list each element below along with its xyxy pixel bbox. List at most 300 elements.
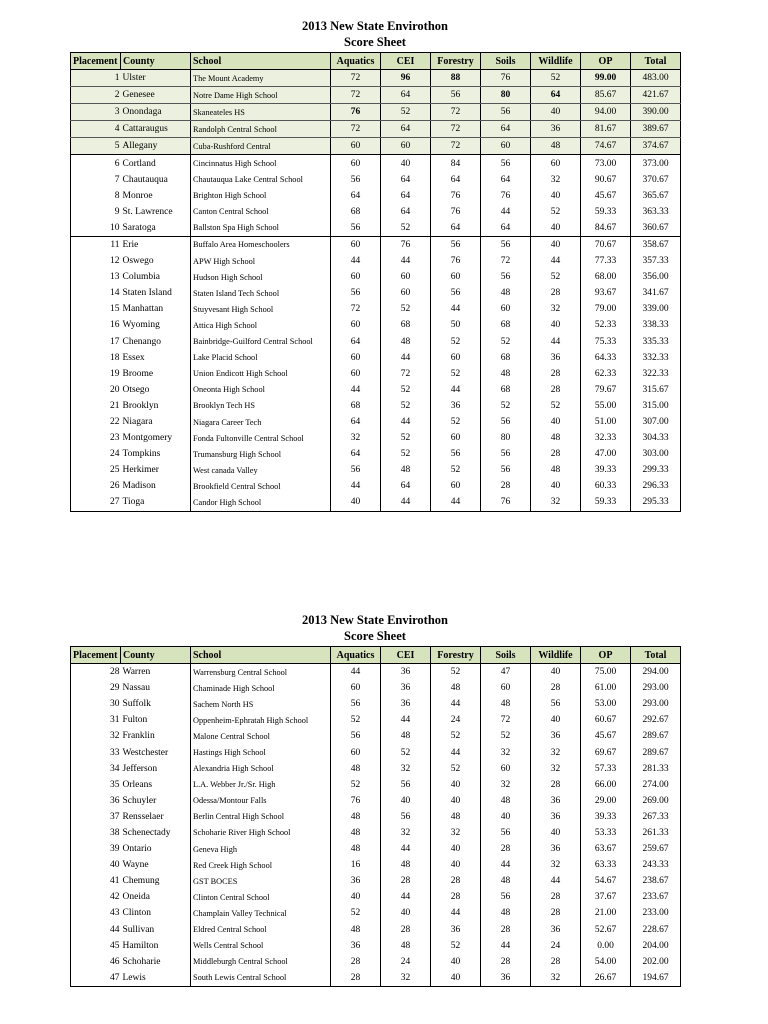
cell-forestry: 44 [431,382,481,398]
cell-placement: 46 [71,954,121,970]
cell-total: 357.33 [631,253,681,269]
cell-county: Suffolk [121,696,191,712]
cell-school: Skaneateles HS [191,104,331,121]
cell-total: 243.33 [631,857,681,873]
cell-county: Allegany [121,138,191,155]
cell-forestry: 64 [431,172,481,188]
table-body [71,70,681,512]
cell-total: 295.33 [631,494,681,511]
cell-placement: 37 [71,809,121,825]
cell-forestry: 44 [431,744,481,760]
cell-aquatics: 44 [331,664,381,681]
cell-placement: 40 [71,857,121,873]
cell-cei: 44 [381,350,431,366]
table-row [71,462,681,478]
cell-op: 93.67 [581,285,631,301]
cell-wildlife: 32 [531,761,581,777]
table-row [71,155,681,172]
cell-cei: 96 [381,70,431,87]
cell-forestry: 60 [431,269,481,285]
cell-school: Oppenheim-Ephratah High School [191,712,331,728]
cell-forestry: 56 [431,87,481,104]
cell-aquatics: 60 [331,350,381,366]
cell-school: Brookfield Central School [191,478,331,494]
cell-school: GST BOCES [191,873,331,889]
cell-total: 335.33 [631,334,681,350]
cell-soils: 56 [481,462,531,478]
cell-aquatics: 28 [331,970,381,987]
cell-placement: 38 [71,825,121,841]
column-header-cei: CEI [381,647,431,664]
cell-school: Chaminade High School [191,680,331,696]
cell-soils: 76 [481,494,531,511]
table-row [71,285,681,301]
cell-cei: 36 [381,680,431,696]
cell-cei: 64 [381,87,431,104]
cell-school: Hudson High School [191,269,331,285]
cell-wildlife: 32 [531,494,581,511]
cell-county: Madison [121,478,191,494]
cell-aquatics: 40 [331,494,381,511]
cell-forestry: 32 [431,825,481,841]
cell-total: 374.67 [631,138,681,155]
table-row [71,317,681,333]
table-row [71,728,681,744]
cell-school: Alexandria High School [191,761,331,777]
cell-wildlife: 36 [531,922,581,938]
cell-placement: 33 [71,744,121,760]
cell-forestry: 56 [431,236,481,253]
cell-total: 339.00 [631,301,681,317]
cell-school: Chautauqua Lake Central School [191,172,331,188]
cell-op: 37.67 [581,889,631,905]
cell-op: 59.33 [581,494,631,511]
cell-wildlife: 36 [531,121,581,138]
cell-county: Niagara [121,414,191,430]
cell-school: Champlain Valley Technical [191,905,331,921]
cell-total: 293.00 [631,696,681,712]
table-row [71,382,681,398]
column-header-wildlife: Wildlife [531,53,581,70]
cell-soils: 52 [481,398,531,414]
cell-county: Franklin [121,728,191,744]
cell-school: Lake Placid School [191,350,331,366]
cell-cei: 44 [381,414,431,430]
cell-total: 373.00 [631,155,681,172]
column-header-cei: CEI [381,53,431,70]
cell-placement: 13 [71,269,121,285]
cell-wildlife: 28 [531,366,581,382]
cell-county: Lewis [121,970,191,987]
cell-wildlife: 40 [531,712,581,728]
cell-cei: 32 [381,970,431,987]
cell-cei: 72 [381,366,431,382]
score-sheet-2 [70,612,680,987]
cell-forestry: 72 [431,121,481,138]
sheet-subtitle: Score Sheet [344,629,406,643]
column-header-placement: Placement [71,647,121,664]
column-header-county: County [121,647,191,664]
cell-soils: 80 [481,430,531,446]
cell-county: Saratoga [121,220,191,237]
cell-cei: 68 [381,317,431,333]
cell-forestry: 24 [431,712,481,728]
table-row [71,172,681,188]
cell-county: Columbia [121,269,191,285]
cell-aquatics: 68 [331,398,381,414]
cell-county: Rensselaer [121,809,191,825]
table-row [71,680,681,696]
table-row [71,841,681,857]
table-row [71,414,681,430]
cell-county: Montgomery [121,430,191,446]
cell-cei: 56 [381,777,431,793]
cell-placement: 36 [71,793,121,809]
cell-placement: 42 [71,889,121,905]
column-header-soils: Soils [481,647,531,664]
cell-wildlife: 32 [531,172,581,188]
cell-wildlife: 40 [531,317,581,333]
cell-aquatics: 60 [331,236,381,253]
cell-soils: 28 [481,954,531,970]
cell-soils: 64 [481,121,531,138]
cell-aquatics: 64 [331,414,381,430]
column-header-forestry: Forestry [431,53,481,70]
cell-county: Schuyler [121,793,191,809]
cell-soils: 60 [481,680,531,696]
cell-placement: 31 [71,712,121,728]
cell-school: Hastings High School [191,744,331,760]
cell-cei: 44 [381,841,431,857]
cell-aquatics: 76 [331,793,381,809]
cell-wildlife: 24 [531,938,581,954]
cell-cei: 64 [381,172,431,188]
cell-county: Schenectady [121,825,191,841]
cell-school: Staten Island Tech School [191,285,331,301]
cell-op: 63.67 [581,841,631,857]
cell-cei: 52 [381,382,431,398]
table-row [71,744,681,760]
cell-placement: 43 [71,905,121,921]
column-header-wildlife: Wildlife [531,647,581,664]
cell-cei: 60 [381,269,431,285]
cell-school: Cincinnatus High School [191,155,331,172]
cell-county: Manhattan [121,301,191,317]
column-header-county: County [121,53,191,70]
cell-op: 57.33 [581,761,631,777]
cell-aquatics: 32 [331,430,381,446]
table-row [71,269,681,285]
cell-placement: 2 [71,87,121,104]
cell-placement: 26 [71,478,121,494]
cell-forestry: 48 [431,809,481,825]
cell-total: 296.33 [631,478,681,494]
cell-wildlife: 40 [531,478,581,494]
cell-cei: 28 [381,873,431,889]
cell-total: 269.00 [631,793,681,809]
cell-school: Brooklyn Tech HS [191,398,331,414]
cell-forestry: 40 [431,841,481,857]
cell-soils: 68 [481,317,531,333]
cell-op: 53.00 [581,696,631,712]
cell-soils: 48 [481,905,531,921]
table-row [71,922,681,938]
cell-total: 281.33 [631,761,681,777]
table-row [71,954,681,970]
cell-soils: 56 [481,104,531,121]
cell-forestry: 72 [431,104,481,121]
sheet-title: 2013 New State Envirothon [302,613,448,627]
cell-placement: 25 [71,462,121,478]
cell-aquatics: 48 [331,825,381,841]
cell-county: Wyoming [121,317,191,333]
cell-soils: 60 [481,301,531,317]
cell-placement: 19 [71,366,121,382]
cell-school: Canton Central School [191,204,331,220]
cell-placement: 7 [71,172,121,188]
table-row [71,664,681,681]
cell-soils: 56 [481,269,531,285]
cell-cei: 44 [381,712,431,728]
cell-op: 94.00 [581,104,631,121]
cell-wildlife: 48 [531,462,581,478]
cell-total: 360.67 [631,220,681,237]
cell-placement: 23 [71,430,121,446]
cell-aquatics: 36 [331,873,381,889]
cell-wildlife: 48 [531,430,581,446]
cell-wildlife: 52 [531,398,581,414]
cell-placement: 35 [71,777,121,793]
cell-aquatics: 40 [331,889,381,905]
cell-wildlife: 52 [531,204,581,220]
cell-placement: 12 [71,253,121,269]
cell-wildlife: 60 [531,155,581,172]
table-row [71,87,681,104]
cell-soils: 76 [481,70,531,87]
cell-total: 274.00 [631,777,681,793]
cell-wildlife: 36 [531,350,581,366]
cell-school: Sachem North HS [191,696,331,712]
cell-school: Brighton High School [191,188,331,204]
cell-wildlife: 48 [531,138,581,155]
cell-total: 315.00 [631,398,681,414]
cell-soils: 76 [481,188,531,204]
cell-wildlife: 44 [531,334,581,350]
header-row [71,647,681,664]
cell-soils: 56 [481,889,531,905]
cell-total: 289.67 [631,728,681,744]
cell-placement: 15 [71,301,121,317]
cell-county: Cattaraugus [121,121,191,138]
cell-total: 303.00 [631,446,681,462]
table-row [71,350,681,366]
cell-wildlife: 28 [531,680,581,696]
cell-placement: 34 [71,761,121,777]
cell-school: Randolph Central School [191,121,331,138]
cell-school: Candor High School [191,494,331,511]
cell-cei: 60 [381,285,431,301]
cell-school: Union Endicott High School [191,366,331,382]
cell-aquatics: 60 [331,138,381,155]
cell-aquatics: 56 [331,462,381,478]
cell-wildlife: 28 [531,889,581,905]
cell-school: Stuyvesant High School [191,301,331,317]
cell-county: Wayne [121,857,191,873]
cell-total: 204.00 [631,938,681,954]
cell-school: Attica High School [191,317,331,333]
cell-aquatics: 60 [331,366,381,382]
cell-forestry: 84 [431,155,481,172]
cell-aquatics: 48 [331,841,381,857]
cell-school: Clinton Central School [191,889,331,905]
cell-placement: 24 [71,446,121,462]
cell-forestry: 28 [431,889,481,905]
cell-school: Trumansburg High School [191,446,331,462]
cell-total: 194.67 [631,970,681,987]
cell-placement: 29 [71,680,121,696]
cell-forestry: 52 [431,334,481,350]
cell-wildlife: 44 [531,873,581,889]
table-row [71,430,681,446]
cell-county: Onondaga [121,104,191,121]
cell-aquatics: 64 [331,334,381,350]
cell-cei: 36 [381,664,431,681]
cell-county: Broome [121,366,191,382]
cell-forestry: 52 [431,664,481,681]
cell-aquatics: 60 [331,317,381,333]
cell-cei: 40 [381,155,431,172]
cell-cei: 64 [381,204,431,220]
table-row [71,446,681,462]
cell-county: Orleans [121,777,191,793]
cell-total: 332.33 [631,350,681,366]
cell-cei: 52 [381,398,431,414]
cell-placement: 6 [71,155,121,172]
cell-school: South Lewis Central School [191,970,331,987]
cell-soils: 44 [481,938,531,954]
cell-op: 39.33 [581,462,631,478]
cell-county: Monroe [121,188,191,204]
cell-forestry: 44 [431,301,481,317]
cell-wildlife: 36 [531,809,581,825]
cell-cei: 40 [381,793,431,809]
cell-county: Cortland [121,155,191,172]
cell-op: 47.00 [581,446,631,462]
cell-aquatics: 60 [331,269,381,285]
cell-total: 322.33 [631,366,681,382]
cell-op: 68.00 [581,269,631,285]
cell-aquatics: 44 [331,382,381,398]
cell-wildlife: 32 [531,857,581,873]
cell-total: 294.00 [631,664,681,681]
cell-total: 307.00 [631,414,681,430]
cell-total: 421.67 [631,87,681,104]
cell-cei: 32 [381,761,431,777]
cell-soils: 28 [481,841,531,857]
table-row [71,761,681,777]
cell-aquatics: 56 [331,285,381,301]
cell-total: 259.67 [631,841,681,857]
cell-forestry: 52 [431,728,481,744]
cell-total: 228.67 [631,922,681,938]
cell-total: 483.00 [631,70,681,87]
cell-forestry: 52 [431,462,481,478]
cell-forestry: 56 [431,285,481,301]
table-row [71,334,681,350]
cell-wildlife: 40 [531,236,581,253]
cell-aquatics: 72 [331,87,381,104]
cell-county: St. Lawrence [121,204,191,220]
cell-wildlife: 40 [531,414,581,430]
cell-total: 238.67 [631,873,681,889]
cell-soils: 44 [481,857,531,873]
cell-forestry: 56 [431,446,481,462]
table-row [71,301,681,317]
cell-cei: 52 [381,301,431,317]
cell-school: Schoharie River High School [191,825,331,841]
cell-county: Schoharie [121,954,191,970]
cell-wildlife: 44 [531,253,581,269]
cell-placement: 18 [71,350,121,366]
cell-placement: 20 [71,382,121,398]
cell-placement: 21 [71,398,121,414]
score-table [70,52,681,512]
cell-soils: 72 [481,253,531,269]
cell-county: Ontario [121,841,191,857]
cell-op: 21.00 [581,905,631,921]
cell-forestry: 52 [431,761,481,777]
cell-total: 299.33 [631,462,681,478]
table-row [71,398,681,414]
cell-placement: 28 [71,664,121,681]
cell-placement: 17 [71,334,121,350]
column-header-op: OP [581,53,631,70]
cell-cei: 48 [381,857,431,873]
cell-op: 52.67 [581,922,631,938]
cell-op: 74.67 [581,138,631,155]
cell-cei: 28 [381,922,431,938]
cell-op: 85.67 [581,87,631,104]
cell-cei: 32 [381,825,431,841]
table-row [71,121,681,138]
cell-wildlife: 40 [531,220,581,237]
cell-aquatics: 56 [331,696,381,712]
cell-wildlife: 32 [531,970,581,987]
cell-school: Eldred Central School [191,922,331,938]
cell-op: 63.33 [581,857,631,873]
cell-soils: 48 [481,366,531,382]
cell-school: L.A. Webber Jr./Sr. High [191,777,331,793]
cell-school: Oneonta High School [191,382,331,398]
table-row [71,712,681,728]
cell-county: Chenango [121,334,191,350]
table-row [71,889,681,905]
cell-county: Essex [121,350,191,366]
cell-forestry: 44 [431,696,481,712]
cell-placement: 9 [71,204,121,220]
cell-soils: 52 [481,334,531,350]
cell-cei: 48 [381,938,431,954]
table-row [71,478,681,494]
cell-wildlife: 28 [531,285,581,301]
cell-forestry: 72 [431,138,481,155]
cell-county: Tompkins [121,446,191,462]
cell-county: Ulster [121,70,191,87]
cell-forestry: 52 [431,938,481,954]
cell-op: 54.00 [581,954,631,970]
cell-wildlife: 36 [531,793,581,809]
cell-op: 69.67 [581,744,631,760]
